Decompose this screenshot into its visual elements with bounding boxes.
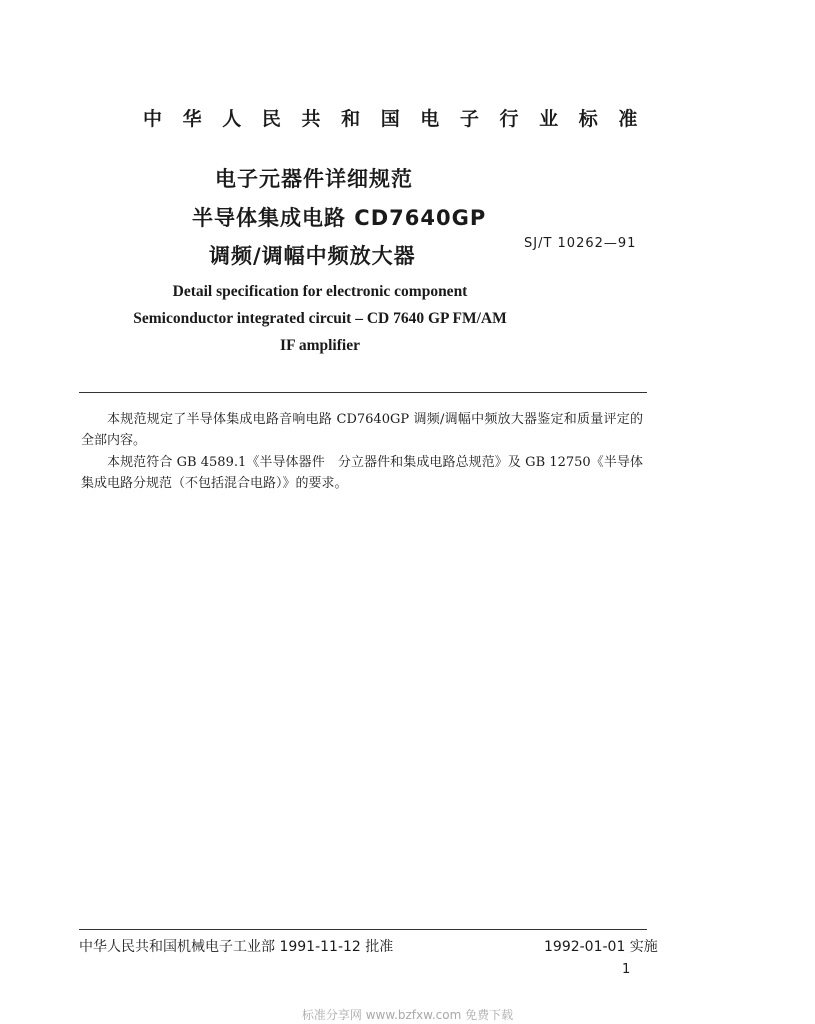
footer-divider xyxy=(79,929,647,930)
approval-statement: 中华人民共和国机械电子工业部 1991-11-12 批准 xyxy=(79,939,394,955)
header-divider xyxy=(79,392,647,393)
page-number: 1 xyxy=(622,962,631,977)
title-cn-line2: 半导体集成电路 CD7640GP xyxy=(192,206,487,230)
implementation-date: 1992-01-01 实施 xyxy=(544,939,658,955)
standard-number: SJ/T 10262—91 xyxy=(524,236,637,251)
body-paragraph-scope: 本规范规定了半导体集成电路音响电路 CD7640GP 调频/调幅中频放大器鉴定和质量评定的全部内容。 xyxy=(81,412,643,448)
standard-category-header: 中 华 人 民 共 和 国 电 子 行 业 标 准 xyxy=(143,108,645,130)
title-cn-line3: 调频/调幅中频放大器 xyxy=(209,244,416,268)
title-cn-line1: 电子元器件详细规范 xyxy=(215,167,413,191)
title-en-line2: Semiconductor integrated circuit – CD 7640 GP FM/AM xyxy=(133,310,507,327)
title-en-line1: Detail specification for electronic component xyxy=(172,283,468,300)
body-paragraph-conformance: 本规范符合 GB 4589.1《半导体器件 分立器件和集成电路总规范》及 GB 12750《半导体集成电路分规范（不包括混合电路）》的要求。 xyxy=(81,455,643,491)
watermark: 标准分享网 www.bzfxw.com 免费下载 xyxy=(301,1008,514,1022)
title-en-line3: IF amplifier xyxy=(280,337,360,354)
